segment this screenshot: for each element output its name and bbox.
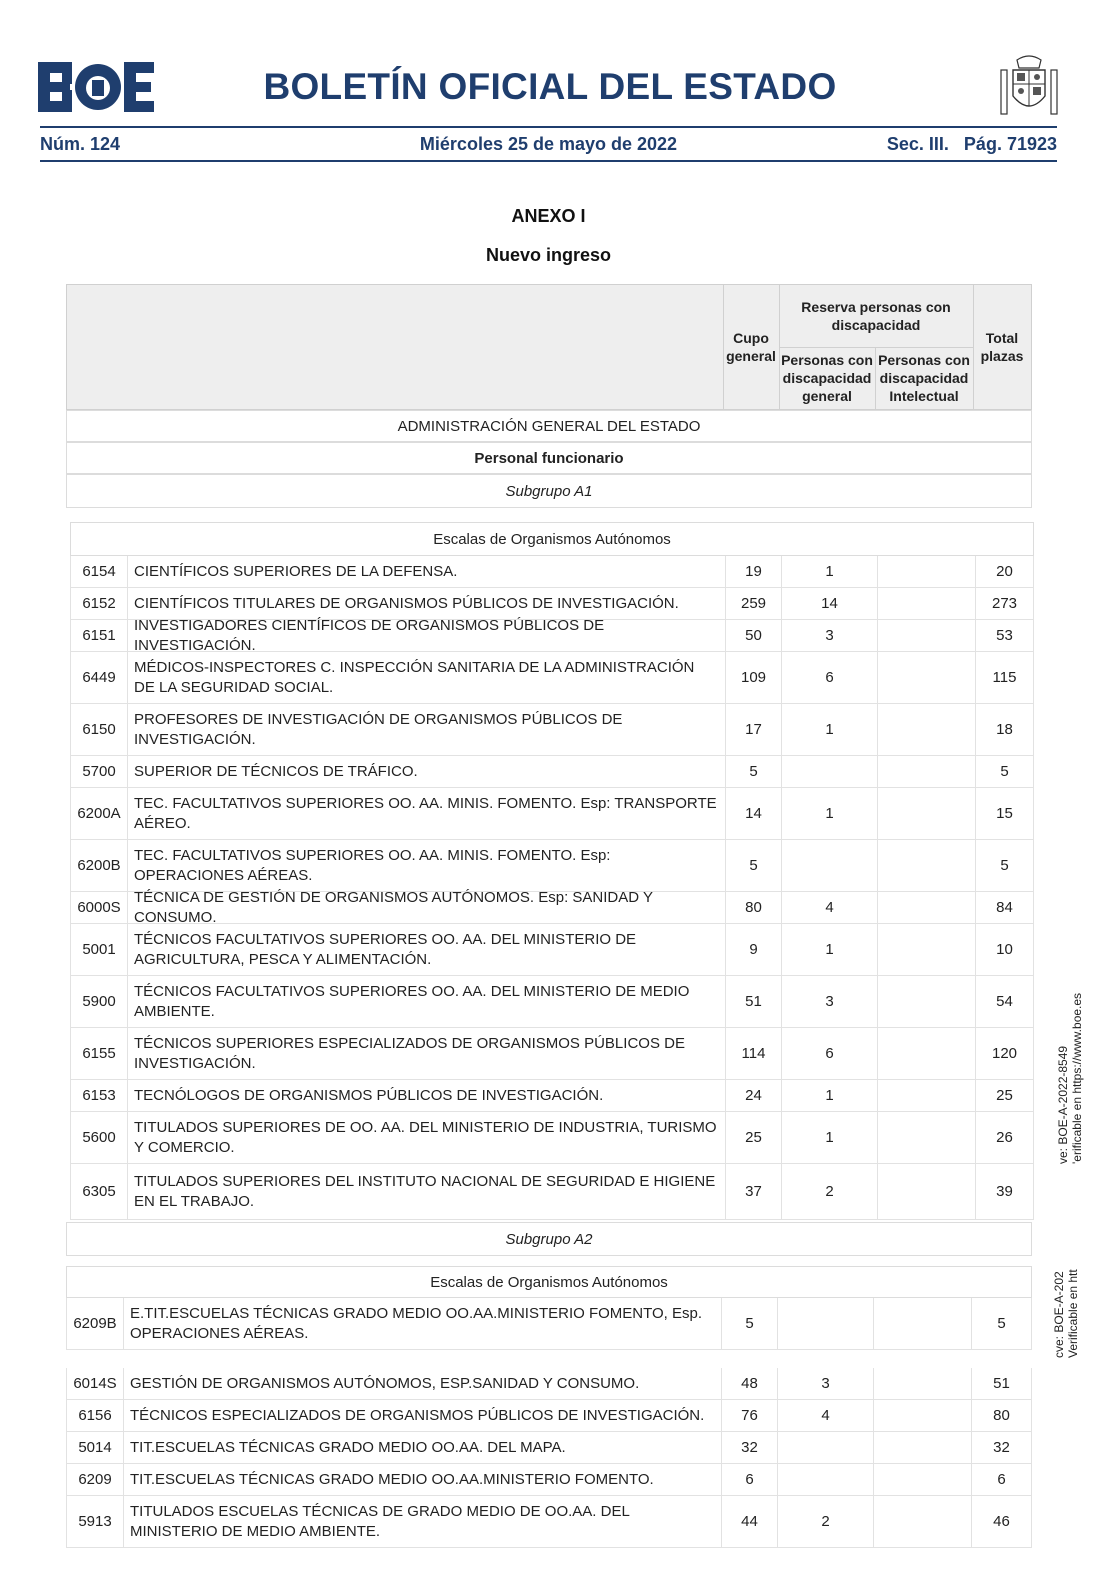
row-code: 6449 <box>70 652 128 704</box>
row-cupo-general: 19 <box>726 556 782 588</box>
row-code: 5001 <box>70 924 128 976</box>
row-total: 120 <box>976 1028 1034 1080</box>
table-row <box>70 1080 1034 1112</box>
row-total: 5 <box>976 840 1034 892</box>
row-disc-intelectual <box>874 1464 972 1496</box>
row-code: 6000S <box>70 892 128 924</box>
table-row <box>66 1464 1032 1496</box>
row-disc-general: 6 <box>782 1028 878 1080</box>
row-disc-general: 14 <box>782 588 878 620</box>
row-disc-intelectual <box>878 756 976 788</box>
row-disc-intelectual <box>874 1400 972 1432</box>
band-escalas-a1: Escalas de Organismos Autónomos <box>70 522 1034 556</box>
row-disc-general <box>778 1432 874 1464</box>
row-total: 273 <box>976 588 1034 620</box>
row-code: 5600 <box>70 1112 128 1164</box>
row-code: 6153 <box>70 1080 128 1112</box>
row-disc-general <box>778 1464 874 1496</box>
table-header <box>66 284 1032 410</box>
row-disc-intelectual <box>878 924 976 976</box>
row-disc-general: 3 <box>782 620 878 652</box>
row-name: GESTIÓN DE ORGANISMOS AUTÓNOMOS, ESP.SANIDAD Y CONSUMO. <box>124 1368 722 1400</box>
row-code: 5913 <box>66 1496 124 1548</box>
table-row <box>70 1164 1034 1220</box>
row-code: 6152 <box>70 588 128 620</box>
band-subgrupo-a2: Subgrupo A2 <box>66 1222 1032 1256</box>
row-name: E.TIT.ESCUELAS TÉCNICAS GRADO MEDIO OO.AA.MINISTERIO FOMENTO, Esp. OPERACIONES AÉREAS. <box>124 1298 722 1350</box>
row-disc-intelectual <box>878 1112 976 1164</box>
annex-title: ANEXO I <box>511 206 586 226</box>
row-disc-general: 4 <box>778 1400 874 1432</box>
row-cupo-general: 114 <box>726 1028 782 1080</box>
row-disc-general: 2 <box>782 1164 878 1220</box>
row-disc-intelectual <box>878 1080 976 1112</box>
row-name: TEC. FACULTATIVOS SUPERIORES OO. AA. MINIS. FOMENTO. Esp: TRANSPORTE AÉREO. <box>128 788 726 840</box>
row-cupo-general: 109 <box>726 652 782 704</box>
table-row <box>70 1112 1034 1164</box>
table-row <box>66 1496 1032 1548</box>
row-disc-general: 2 <box>778 1496 874 1548</box>
row-code: 5700 <box>70 756 128 788</box>
row-disc-intelectual <box>878 1164 976 1220</box>
row-disc-intelectual <box>874 1298 972 1350</box>
row-name: MÉDICOS-INSPECTORES C. INSPECCIÓN SANITARIA DE LA ADMINISTRACIÓN DE LA SEGURIDAD SOCIAL. <box>128 652 726 704</box>
row-name: TÉCNICA DE GESTIÓN DE ORGANISMOS AUTÓNOMOS. Esp: SANIDAD Y CONSUMO. <box>128 892 726 924</box>
table-row <box>70 756 1034 788</box>
row-cupo-general: 6 <box>722 1464 778 1496</box>
row-cupo-general: 5 <box>722 1298 778 1350</box>
table-row <box>70 976 1034 1028</box>
row-disc-general <box>778 1298 874 1350</box>
row-cupo-general: 17 <box>726 704 782 756</box>
row-disc-general: 1 <box>782 1112 878 1164</box>
table-row <box>70 888 1034 926</box>
header-total-plazas: Total plazas <box>980 330 1024 364</box>
boe-logo <box>38 62 156 112</box>
verification-note-upper: ve: BOE-A-2022-8549 'erificable en https://www.boe.es <box>1056 992 1084 1164</box>
row-disc-intelectual <box>878 556 976 588</box>
row-disc-general: 3 <box>782 976 878 1028</box>
row-cupo-general: 9 <box>726 924 782 976</box>
row-code: 6156 <box>66 1400 124 1432</box>
row-cupo-general: 76 <box>722 1400 778 1432</box>
band-administration: ADMINISTRACIÓN GENERAL DEL ESTADO <box>66 410 1032 442</box>
row-code: 6305 <box>70 1164 128 1220</box>
table-row <box>70 704 1034 756</box>
header-reserva: Reserva personas con discapacidad <box>801 299 951 333</box>
row-disc-intelectual <box>878 620 976 652</box>
row-name: TIT.ESCUELAS TÉCNICAS GRADO MEDIO OO.AA. DEL MAPA. <box>124 1432 722 1464</box>
row-total: 54 <box>976 976 1034 1028</box>
row-name: TÉCNICOS FACULTATIVOS SUPERIORES OO. AA. DEL MINISTERIO DE MEDIO AMBIENTE. <box>128 976 726 1028</box>
row-disc-general: 3 <box>778 1368 874 1400</box>
issue-date: Miércoles 25 de mayo de 2022 <box>419 134 678 154</box>
row-code: 6151 <box>70 620 128 652</box>
row-cupo-general: 48 <box>722 1368 778 1400</box>
row-disc-general <box>782 840 878 892</box>
header-rule-top <box>40 126 1057 128</box>
row-disc-general: 1 <box>782 704 878 756</box>
row-total: 51 <box>972 1368 1032 1400</box>
row-total: 5 <box>972 1298 1032 1350</box>
row-name: TITULADOS ESCUELAS TÉCNICAS DE GRADO MEDIO DE OO.AA. DEL MINISTERIO DE MEDIO AMBIENTE. <box>124 1496 722 1548</box>
row-name: TECNÓLOGOS DE ORGANISMOS PÚBLICOS DE INVESTIGACIÓN. <box>128 1080 726 1112</box>
row-total: 25 <box>976 1080 1034 1112</box>
row-disc-intelectual <box>878 976 976 1028</box>
header-disc-general: Personas con discapacidad general <box>781 352 873 404</box>
row-name: CIENTÍFICOS SUPERIORES DE LA DEFENSA. <box>128 556 726 588</box>
gazette-title: BOLETÍN OFICIAL DEL ESTADO <box>263 66 837 107</box>
row-code: 5014 <box>66 1432 124 1464</box>
row-total: 26 <box>976 1112 1034 1164</box>
row-disc-intelectual <box>878 652 976 704</box>
row-code: 6154 <box>70 556 128 588</box>
table-row <box>70 788 1034 840</box>
issue-number: Núm. 124 <box>40 134 121 154</box>
row-cupo-general: 50 <box>726 620 782 652</box>
section-page: Sec. III. Pág. 71923 <box>886 134 1057 154</box>
row-total: 46 <box>972 1496 1032 1548</box>
row-cupo-general: 24 <box>726 1080 782 1112</box>
row-total: 15 <box>976 788 1034 840</box>
header-rule-bottom <box>40 160 1057 162</box>
header-cupo-general: Cupo general <box>726 330 776 364</box>
annex-subtitle: Nuevo ingreso <box>485 245 612 265</box>
row-name: INVESTIGADORES CIENTÍFICOS DE ORGANISMOS PÚBLICOS DE INVESTIGACIÓN. <box>128 620 726 652</box>
table-row <box>66 1368 1032 1400</box>
table-row <box>70 840 1034 892</box>
band-escalas-a2: Escalas de Organismos Autónomos <box>66 1266 1032 1298</box>
row-total: 6 <box>972 1464 1032 1496</box>
verification-note-lower: cve: BOE-A-202 Verificable en htt <box>1052 1269 1080 1358</box>
row-disc-intelectual <box>878 1028 976 1080</box>
row-disc-general: 1 <box>782 924 878 976</box>
row-cupo-general: 5 <box>726 756 782 788</box>
row-code: 6150 <box>70 704 128 756</box>
row-total: 32 <box>972 1432 1032 1464</box>
row-name: TIT.ESCUELAS TÉCNICAS GRADO MEDIO OO.AA.MINISTERIO FOMENTO. <box>124 1464 722 1496</box>
row-disc-general: 6 <box>782 652 878 704</box>
row-name: CIENTÍFICOS TITULARES DE ORGANISMOS PÚBLICOS DE INVESTIGACIÓN. <box>128 588 726 620</box>
row-total: 5 <box>976 756 1034 788</box>
table-row <box>70 616 1034 654</box>
row-name: TÉCNICOS SUPERIORES ESPECIALIZADOS DE ORGANISMOS PÚBLICOS DE INVESTIGACIÓN. <box>128 1028 726 1080</box>
row-name: SUPERIOR DE TÉCNICOS DE TRÁFICO. <box>128 756 726 788</box>
row-disc-general: 1 <box>782 556 878 588</box>
row-total: 18 <box>976 704 1034 756</box>
header-disc-intelectual: Personas con discapacidad Intelectual <box>878 352 970 404</box>
row-total: 20 <box>976 556 1034 588</box>
row-cupo-general: 37 <box>726 1164 782 1220</box>
row-disc-general: 4 <box>782 892 878 924</box>
coat-of-arms-icon <box>997 54 1061 120</box>
row-code: 6155 <box>70 1028 128 1080</box>
row-cupo-general: 44 <box>722 1496 778 1548</box>
row-code: 6014S <box>66 1368 124 1400</box>
row-cupo-general: 259 <box>726 588 782 620</box>
row-total: 115 <box>976 652 1034 704</box>
row-code: 6200A <box>70 788 128 840</box>
table-row <box>70 1028 1034 1080</box>
row-code: 6209B <box>66 1298 124 1350</box>
table-row <box>66 1298 1032 1350</box>
row-disc-intelectual <box>874 1496 972 1548</box>
row-name: TÉCNICOS FACULTATIVOS SUPERIORES OO. AA. DEL MINISTERIO DE AGRICULTURA, PESCA Y ALIMENTACIÓN. <box>128 924 726 976</box>
row-disc-general <box>782 756 878 788</box>
table-row <box>66 1432 1032 1464</box>
row-disc-intelectual <box>878 788 976 840</box>
row-disc-intelectual <box>874 1368 972 1400</box>
table-row <box>70 556 1034 588</box>
row-total: 84 <box>976 892 1034 924</box>
row-name: TITULADOS SUPERIORES DE OO. AA. DEL MINISTERIO DE INDUSTRIA, TURISMO Y COMERCIO. <box>128 1112 726 1164</box>
row-disc-intelectual <box>878 588 976 620</box>
row-disc-intelectual <box>878 840 976 892</box>
row-cupo-general: 80 <box>726 892 782 924</box>
row-disc-intelectual <box>878 892 976 924</box>
row-cupo-general: 5 <box>726 840 782 892</box>
band-subgrupo-a1: Subgrupo A1 <box>66 474 1032 508</box>
row-disc-general: 1 <box>782 1080 878 1112</box>
row-disc-general: 1 <box>782 788 878 840</box>
table-row <box>66 1400 1032 1432</box>
table-row <box>70 924 1034 976</box>
row-name: PROFESORES DE INVESTIGACIÓN DE ORGANISMOS PÚBLICOS DE INVESTIGACIÓN. <box>128 704 726 756</box>
band-personal-funcionario: Personal funcionario <box>66 442 1032 474</box>
row-name: TÉCNICOS ESPECIALIZADOS DE ORGANISMOS PÚBLICOS DE INVESTIGACIÓN. <box>124 1400 722 1432</box>
row-cupo-general: 25 <box>726 1112 782 1164</box>
row-total: 80 <box>972 1400 1032 1432</box>
row-total: 53 <box>976 620 1034 652</box>
row-code: 5900 <box>70 976 128 1028</box>
row-total: 10 <box>976 924 1034 976</box>
row-code: 6209 <box>66 1464 124 1496</box>
table-row <box>70 652 1034 704</box>
row-disc-intelectual <box>878 704 976 756</box>
row-total: 39 <box>976 1164 1034 1220</box>
row-cupo-general: 32 <box>722 1432 778 1464</box>
row-cupo-general: 14 <box>726 788 782 840</box>
row-cupo-general: 51 <box>726 976 782 1028</box>
row-disc-intelectual <box>874 1432 972 1464</box>
row-code: 6200B <box>70 840 128 892</box>
row-name: TEC. FACULTATIVOS SUPERIORES OO. AA. MINIS. FOMENTO. Esp: OPERACIONES AÉREAS. <box>128 840 726 892</box>
row-name: TITULADOS SUPERIORES DEL INSTITUTO NACIONAL DE SEGURIDAD E HIGIENE EN EL TRABAJO. <box>128 1164 726 1220</box>
